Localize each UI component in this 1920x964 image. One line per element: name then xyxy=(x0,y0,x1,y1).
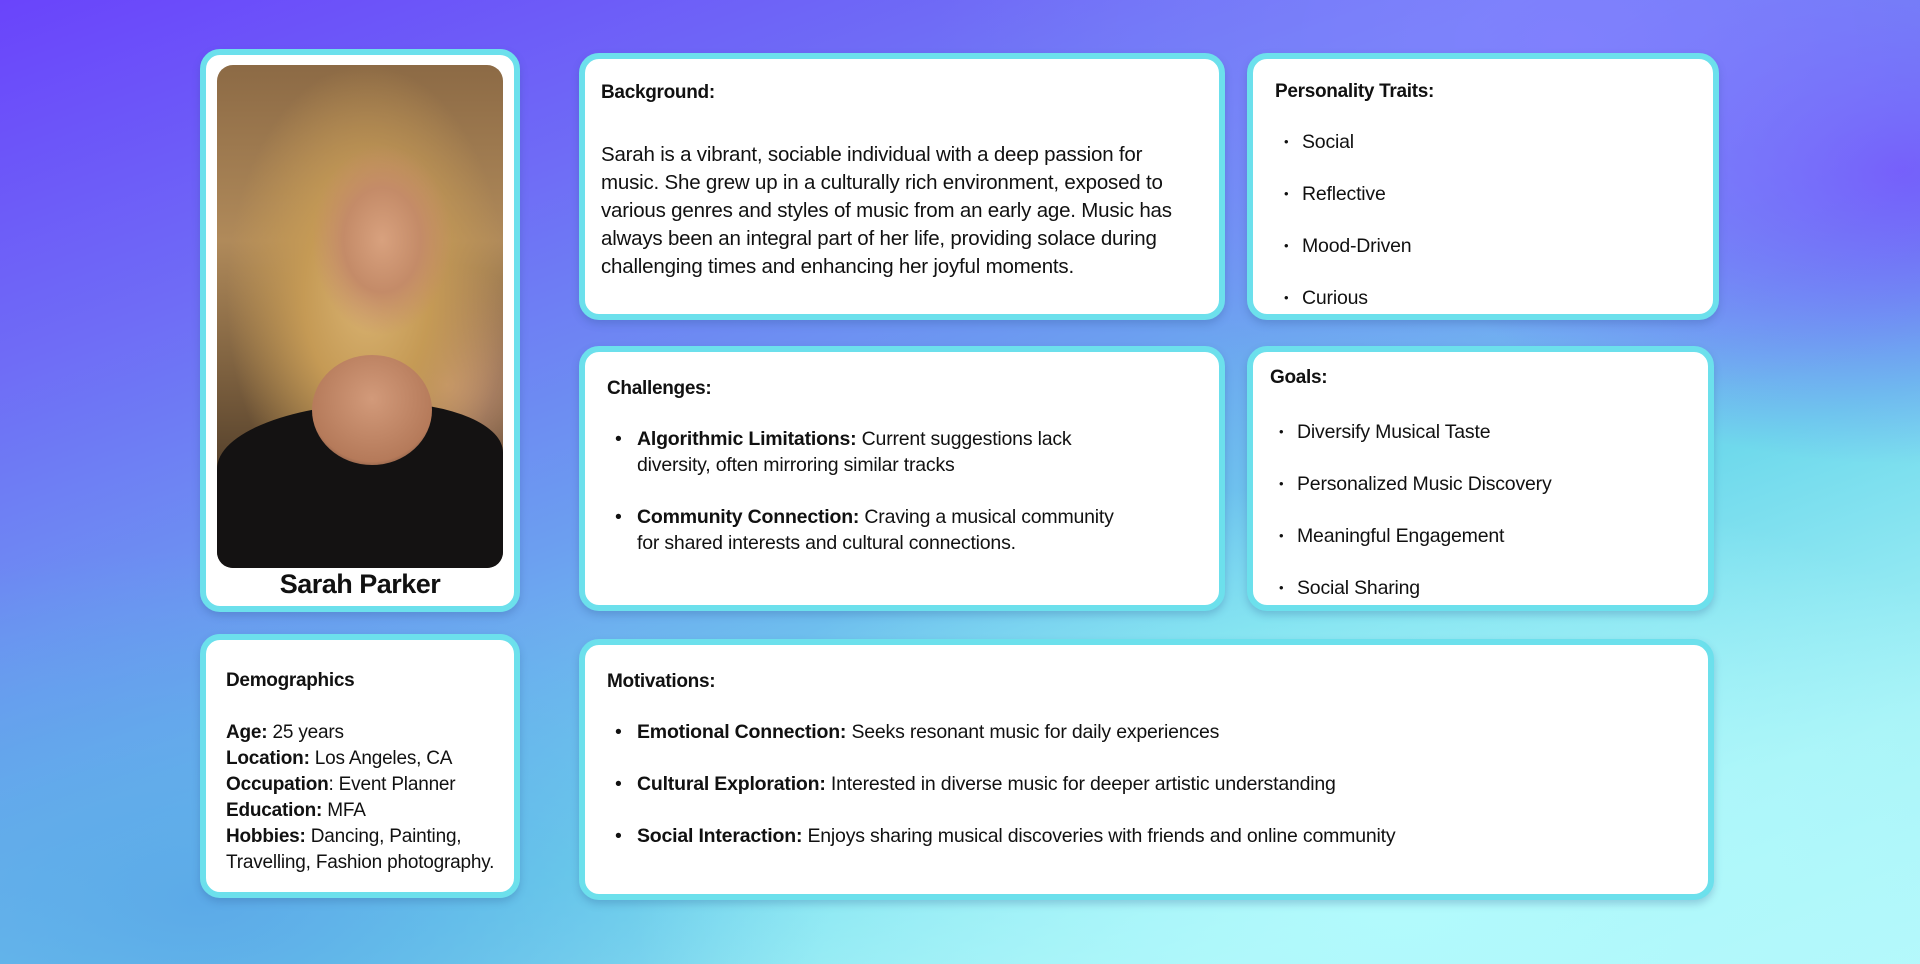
challenges-card xyxy=(579,346,1225,611)
demographics-value: MFA xyxy=(327,800,366,821)
list-item xyxy=(1277,233,1411,285)
demographics-value: Los Angeles, CA xyxy=(314,748,453,769)
motivation-label: Emotional Connection: xyxy=(637,721,847,743)
personality-traits-card xyxy=(1247,53,1719,320)
trait-label: Reflective xyxy=(1302,183,1386,205)
demographics-row-hobbies xyxy=(226,824,516,876)
list-item xyxy=(607,823,1667,849)
list-item xyxy=(1277,285,1411,337)
demographics-label: Occupation xyxy=(226,774,329,795)
motivation-text: Seeks resonant music for daily experiences xyxy=(851,721,1220,743)
list-item xyxy=(1272,471,1552,523)
motivation-label: Social Interaction: xyxy=(637,825,803,847)
list-item xyxy=(607,426,1127,478)
motivation-text: Enjoys sharing musical discoveries with friends and online community xyxy=(807,825,1396,847)
profile-photo xyxy=(217,65,503,568)
bullet-icon: • xyxy=(1284,290,1289,305)
list-item xyxy=(607,504,1127,556)
goals-title: Goals: xyxy=(1270,367,1328,388)
photo-shoulder xyxy=(312,355,432,465)
demographics-title: Demographics xyxy=(226,670,355,691)
profile-card xyxy=(200,49,520,612)
demographics-row-location xyxy=(226,746,516,772)
personality-traits-list xyxy=(1277,129,1411,337)
list-item xyxy=(1272,523,1552,575)
demographics-value: : Event Planner xyxy=(328,774,456,795)
demographics-row-occupation xyxy=(226,772,516,798)
bullet-icon: • xyxy=(1284,238,1289,253)
list-item xyxy=(607,771,1667,797)
background-text: Sarah is a vibrant, sociable individual with a deep passion for music. She grew up in a culturally rich environment, exposed to various genres and styles of music from an early age. Music has always been an integral part of her life, providing solace during challenging times and enhancing her joyful moments. xyxy=(601,143,1172,278)
bullet-icon: • xyxy=(1279,580,1284,595)
bullet-icon: • xyxy=(1279,528,1284,543)
goals-list xyxy=(1272,419,1552,627)
motivations-list xyxy=(607,719,1667,875)
demographics-label: Hobbies: xyxy=(226,826,306,847)
demographics-row-age xyxy=(226,720,516,746)
bullet-icon: • xyxy=(1279,476,1284,491)
bullet-icon: • xyxy=(1284,186,1289,201)
goals-card xyxy=(1247,346,1714,611)
list-item xyxy=(1277,181,1411,233)
list-item xyxy=(607,719,1667,745)
goal-label: Social Sharing xyxy=(1297,577,1420,599)
goal-label: Personalized Music Discovery xyxy=(1297,473,1552,495)
list-item xyxy=(1272,419,1552,471)
bullet-icon: • xyxy=(1279,424,1284,439)
list-item xyxy=(1272,575,1552,627)
profile-name: Sarah Parker xyxy=(279,569,441,599)
bullet-icon: • xyxy=(1284,134,1289,149)
challenge-text: Current suggestions lack diversity, often mirroring similar tracks xyxy=(637,428,1072,476)
motivation-text: Interested in diverse music for deeper artistic understanding xyxy=(830,773,1336,795)
goal-label: Diversify Musical Taste xyxy=(1297,421,1491,443)
demographics-card xyxy=(200,634,520,898)
background-title: Background: xyxy=(601,82,715,103)
demographics-row-education xyxy=(226,798,516,824)
trait-label: Curious xyxy=(1302,287,1368,309)
trait-label: Social xyxy=(1302,131,1354,153)
challenge-text: Craving a musical community for shared interests and cultural connections. xyxy=(637,506,1114,554)
demographics-list xyxy=(226,720,516,876)
motivations-title: Motivations: xyxy=(607,671,716,692)
motivation-label: Cultural Exploration: xyxy=(637,773,826,795)
motivations-card xyxy=(579,639,1714,900)
demographics-label: Age: xyxy=(226,722,268,743)
demographics-label: Location: xyxy=(226,748,310,769)
challenge-label: Algorithmic Limitations: xyxy=(637,428,857,450)
list-item xyxy=(1277,129,1411,181)
challenges-title: Challenges: xyxy=(607,378,712,399)
personality-traits-title: Personality Traits: xyxy=(1275,81,1435,102)
background-card xyxy=(579,53,1225,320)
demographics-value: 25 years xyxy=(272,722,344,743)
goal-label: Meaningful Engagement xyxy=(1297,525,1505,547)
demographics-label: Education: xyxy=(226,800,323,821)
trait-label: Mood-Driven xyxy=(1302,235,1412,257)
challenges-list xyxy=(607,426,1127,582)
demographics-value: Dancing, Painting, Travelling, Fashion photography. xyxy=(226,826,495,873)
challenge-label: Community Connection: xyxy=(637,506,860,528)
